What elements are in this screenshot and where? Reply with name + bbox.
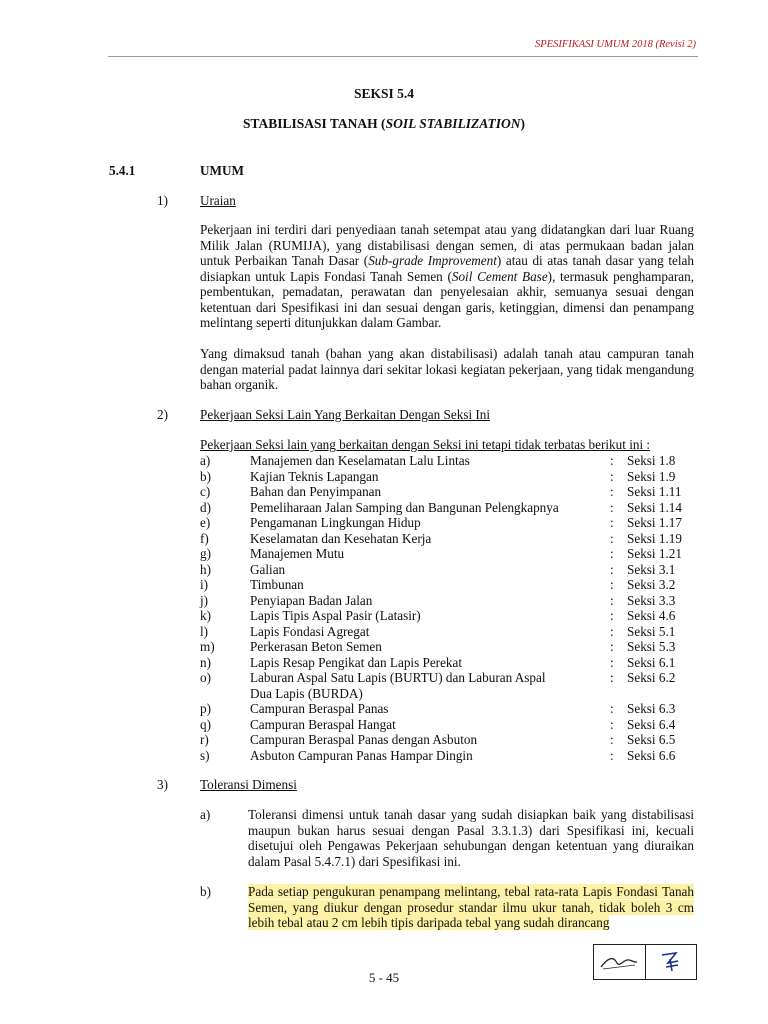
list-section-ref: Seksi 6.5 (627, 732, 676, 747)
list-colon: : (610, 654, 614, 670)
item1-number: 1) (157, 193, 168, 208)
list-colon: : (610, 453, 614, 468)
list-colon: : (610, 639, 614, 654)
list-item-title: Manajemen Mutu (250, 546, 345, 561)
list-item-title: Lapis Resap Pengikat dan Lapis Perekat (250, 654, 463, 670)
list-colon: : (610, 592, 614, 608)
item2-intro: Pekerjaan Seksi lain yang berkaitan dengan Seksi ini tetapi tidak terbatas berikut ini : (200, 437, 651, 452)
item2-heading: Pekerjaan Seksi Lain Yang Berkaitan Dengan Seksi Ini (200, 407, 491, 422)
list-letter: a) (200, 453, 211, 468)
list-colon: : (610, 670, 614, 685)
italic-term: Soil Cement Base (451, 268, 548, 284)
signature-scribble-icon (597, 951, 641, 973)
list-item (0, 577, 768, 593)
list-section-ref: Seksi 5.1 (627, 623, 676, 639)
list-item (0, 732, 768, 748)
list-item (0, 701, 768, 717)
list-letter: h) (200, 561, 211, 577)
header-rule (108, 56, 698, 57)
list-item-title: Campuran Beraspal Hangat (250, 716, 396, 732)
list-item (0, 546, 768, 562)
list-letter: s) (200, 747, 210, 763)
list-section-ref: Seksi 6.1 (627, 654, 676, 670)
list-section-ref: Seksi 6.3 (627, 701, 676, 716)
list-item-title: Dua Lapis (BURDA) (250, 685, 363, 701)
list-colon: : (610, 530, 614, 546)
list-colon: : (610, 561, 614, 577)
list-item (0, 686, 768, 702)
list-item (0, 655, 768, 671)
list-colon: : (610, 623, 614, 639)
list-section-ref: Seksi 1.17 (627, 515, 682, 530)
list-item (0, 608, 768, 624)
list-section-ref: Seksi 1.14 (627, 499, 682, 515)
item3a-label: a) (200, 807, 211, 822)
section-title-suffix: ) (520, 116, 525, 131)
list-item (0, 748, 768, 764)
list-colon: : (610, 484, 614, 499)
list-item-title: Kajian Teknis Lapangan (250, 468, 379, 484)
list-item (0, 469, 768, 485)
list-letter: q) (200, 716, 211, 732)
list-letter: n) (200, 654, 211, 670)
section-number: SEKSI 5.4 (353, 86, 415, 101)
list-item-title: Timbunan (250, 577, 304, 592)
list-item (0, 639, 768, 655)
list-letter: o) (200, 670, 211, 685)
section-title-prefix: STABILISASI TANAH ( (243, 116, 386, 131)
initials-box (593, 944, 697, 980)
list-colon: : (610, 701, 614, 716)
list-letter: f) (200, 530, 209, 546)
list-item-title: Asbuton Campuran Panas Hampar Dingin (250, 747, 473, 763)
list-section-ref: Seksi 6.4 (627, 716, 676, 732)
item3-heading: Toleransi Dimensi (200, 777, 297, 792)
list-item (0, 500, 768, 516)
initials-scribble-icon (656, 949, 686, 975)
section-title (0, 116, 768, 132)
list-letter: i) (200, 577, 209, 592)
list-item-title: Lapis Fondasi Agregat (250, 623, 370, 639)
list-section-ref: Seksi 1.11 (627, 484, 682, 499)
list-letter: k) (200, 608, 211, 623)
text-run: Pekerjaan ini terdiri dari penyediaan tanah setempat atau yang didatangkan dari luar Ruang Milik Jalan (RUMIJA), yang distabilisasi dengan semen, di atas permukaan badan jalan untuk Perbaikan Tanah Dasar ( (200, 222, 694, 268)
list-colon: : (610, 716, 614, 732)
list-item (0, 670, 768, 686)
subsection-title: UMUM (200, 163, 244, 178)
list-letter: c) (200, 484, 211, 499)
list-colon: : (610, 515, 614, 530)
list-letter: j) (200, 592, 209, 608)
list-item-title: Penyiapan Badan Jalan (250, 592, 373, 608)
list-letter: l) (200, 623, 209, 639)
list-letter: e) (200, 515, 211, 530)
list-item-title: Keselamatan dan Kesehatan Kerja (250, 530, 432, 546)
section-title-italic: SOIL STABILIZATION (385, 116, 521, 131)
item1-paragraph2: Yang dimaksud tanah (bahan yang akan distabilisasi) adalah tanah atau campuran tanah dengan material padat lainnya dari sekitar lokasi kegiatan pekerjaan, yang tidak mengandung bahan organik. (200, 346, 694, 392)
list-item-title: Perkerasan Beton Semen (250, 639, 382, 654)
list-section-ref: Seksi 3.2 (627, 577, 676, 592)
item3a-text: Toleransi dimensi untuk tanah dasar yang sudah disiapkan baik yang distabilisasi maupun bukan harus sesuai dengan Pasal 3.3.1.3) dari Spesifikasi ini, kecuali disetujui oleh Pengawas Pekerjaan sehubungan dengan ketentuan yang diuraikan dalam Pasal 5.4.7.1) dari Spesifikasi ini. (248, 807, 694, 869)
list-item-title: Galian (250, 561, 286, 577)
list-colon: : (610, 499, 614, 515)
list-item-title: Laburan Aspal Satu Lapis (BURTU) dan Laburan Aspal (250, 670, 546, 685)
item3b-label: b) (200, 884, 211, 899)
list-item (0, 484, 768, 500)
item3b-text (248, 884, 694, 931)
signature-mark-1 (594, 945, 646, 979)
item2-number: 2) (157, 407, 168, 422)
list-section-ref: Seksi 3.1 (627, 561, 676, 577)
text-run: ), termasuk penghamparan, pembentukan, pemadatan, perawatan dan penyelesaian akhir, semuanya sesuai dengan ketentuan dari Spesifikasi ini dan sesuai dengan garis, ketinggian, dimensi dan penampang melintang seperti ditunjukkan dalam Gambar. (200, 268, 694, 330)
italic-term: Sub-grade Improvement (368, 253, 497, 268)
list-letter: g) (200, 546, 211, 561)
list-item (0, 717, 768, 733)
list-colon: : (610, 747, 614, 763)
list-item-title: Pengamanan Lingkungan Hidup (250, 515, 421, 530)
list-colon: : (610, 732, 614, 747)
subsection-number: 5.4.1 (109, 163, 136, 178)
item3-number: 3) (157, 777, 168, 792)
list-letter: d) (200, 499, 211, 515)
list-letter: r) (200, 732, 209, 747)
list-letter: m) (200, 639, 215, 654)
list-section-ref: Seksi 6.6 (627, 747, 676, 763)
list-colon: : (610, 546, 614, 561)
list-section-ref: Seksi 1.21 (627, 546, 682, 561)
list-section-ref: Seksi 5.3 (627, 639, 676, 654)
list-item (0, 531, 768, 547)
text-run: ) atau di atas tanah dasar yang telah disiapkan untuk Lapis Fondasi Tanah Semen ( (200, 253, 694, 284)
list-section-ref: Seksi 1.9 (627, 468, 676, 484)
list-letter: b) (200, 468, 211, 484)
item1-heading: Uraian (200, 193, 236, 208)
list-item-title: Bahan dan Penyimpanan (250, 484, 382, 499)
list-section-ref: Seksi 3.3 (627, 592, 676, 608)
list-section-ref: Seksi 6.2 (627, 670, 676, 685)
list-colon: : (610, 468, 614, 484)
running-header: SPESIFIKASI UMUM 2018 (Revisi 2) (535, 39, 696, 50)
list-item (0, 624, 768, 640)
list-section-ref: Seksi 1.8 (627, 453, 676, 468)
list-section-ref: Seksi 1.19 (627, 530, 682, 546)
list-item (0, 453, 768, 469)
list-colon: : (610, 577, 614, 592)
list-colon: : (610, 608, 614, 623)
list-item-title: Manajemen dan Keselamatan Lalu Lintas (250, 453, 470, 468)
list-item-title: Campuran Beraspal Panas dengan Asbuton (250, 732, 478, 747)
item1-paragraph1 (200, 222, 694, 331)
list-item (0, 593, 768, 609)
signature-mark-2 (646, 945, 697, 979)
list-item (0, 515, 768, 531)
page-number: 5 - 45 (368, 970, 400, 985)
list-item-title: Pemeliharaan Jalan Samping dan Bangunan Pelengkapnya (250, 499, 559, 515)
list-item-title: Campuran Beraspal Panas (250, 701, 389, 716)
list-section-ref: Seksi 4.6 (627, 608, 676, 623)
list-item-title: Lapis Tipis Aspal Pasir (Latasir) (250, 608, 421, 623)
item3b-highlighted-text: Pada setiap pengukuran penampang melintang, tebal rata-rata Lapis Fondasi Tanah Semen, yang diukur dengan prosedur standar ilmu ukur tanah, tidak boleh 3 cm lebih tebal atau 2 cm lebih tipis daripada tebal yang sudah dirancang (248, 884, 694, 930)
list-letter: p) (200, 701, 211, 716)
list-item (0, 562, 768, 578)
